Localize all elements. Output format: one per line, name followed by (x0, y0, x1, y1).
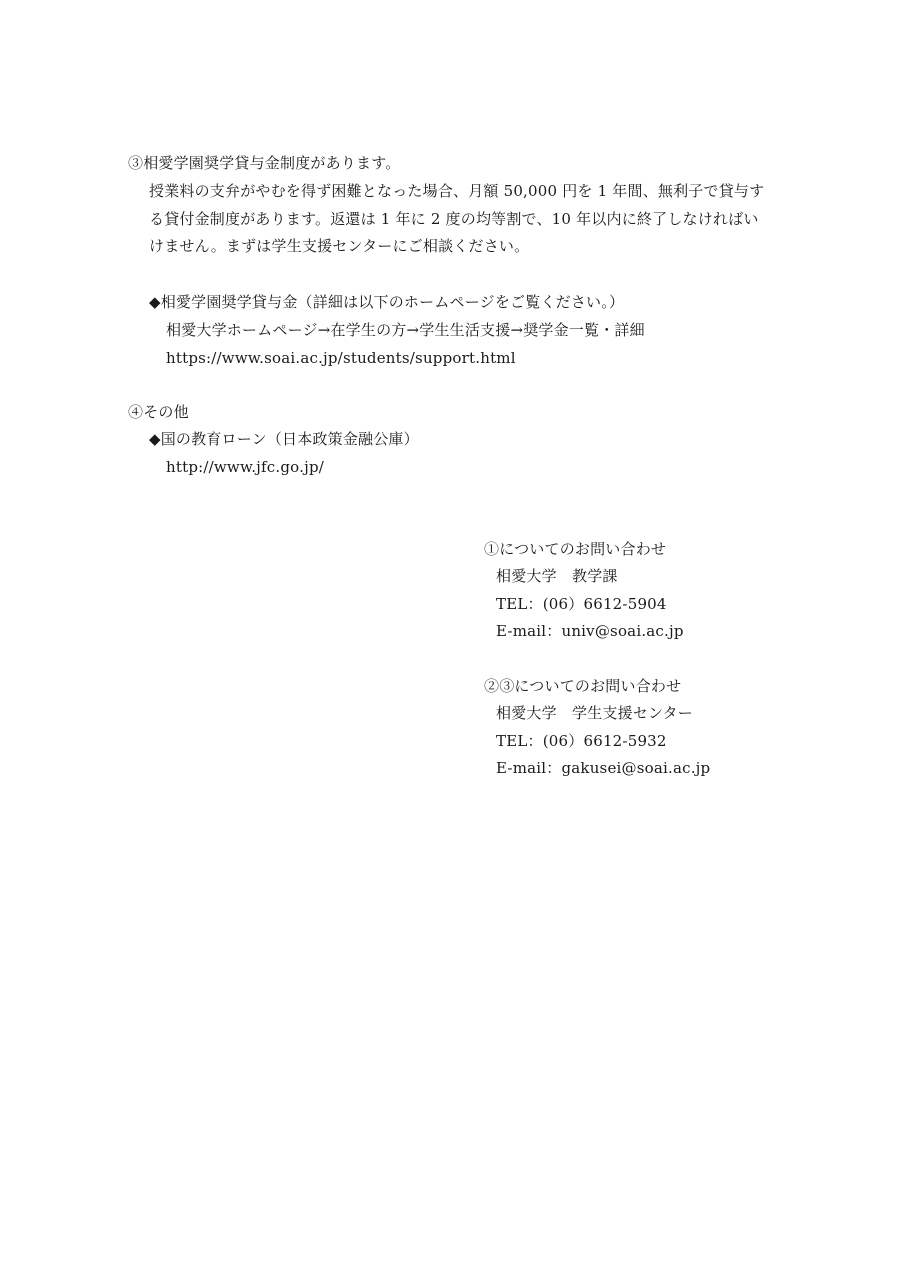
contact1-dept: 相愛大学 教学課 (496, 567, 618, 585)
contact2-heading: ②③についてのお問い合わせ (484, 677, 682, 695)
contact2-dept: 相愛大学 学生支援センター (496, 704, 694, 722)
section3-body-line-3: けません。まずは学生支援センターにご相談ください。 (149, 237, 530, 255)
section3-item-url[interactable]: https://www.soai.ac.jp/students/support.html (166, 349, 516, 367)
contact1-email[interactable]: E-mail：univ@soai.ac.jp (496, 622, 684, 640)
section3-item-title: ◆相愛学園奨学貸与金（詳細は以下のホームページをご覧ください。） (149, 293, 625, 311)
section3-body-line-1: 授業料の支弁がやむを得ず困難となった場合、月額 50,000 円を 1 年間、無利子で貸与す (149, 182, 765, 200)
contact1-heading: ①についてのお問い合わせ (484, 540, 667, 558)
contact2-tel: TEL：(06）6612-5932 (496, 732, 667, 750)
section4-heading: ④その他 (128, 403, 189, 421)
section3-item-path: 相愛大学ホームページ→在学生の方→学生生活支援→奨学金一覧・詳細 (166, 321, 645, 339)
contact1-tel: TEL：(06）6612-5904 (496, 595, 667, 613)
section3-body-line-2: る貸付金制度があります。返還は 1 年に 2 度の均等割で、10 年以内に終了しなければい (149, 210, 759, 228)
section3-heading: ③相愛学園奨学貸与金制度があります。 (128, 154, 401, 172)
contact2-email[interactable]: E-mail：gakusei@soai.ac.jp (496, 759, 711, 777)
section4-item-url[interactable]: http://www.jfc.go.jp/ (166, 458, 325, 476)
section4-item-title: ◆国の教育ローン（日本政策金融公庫） (149, 430, 419, 448)
